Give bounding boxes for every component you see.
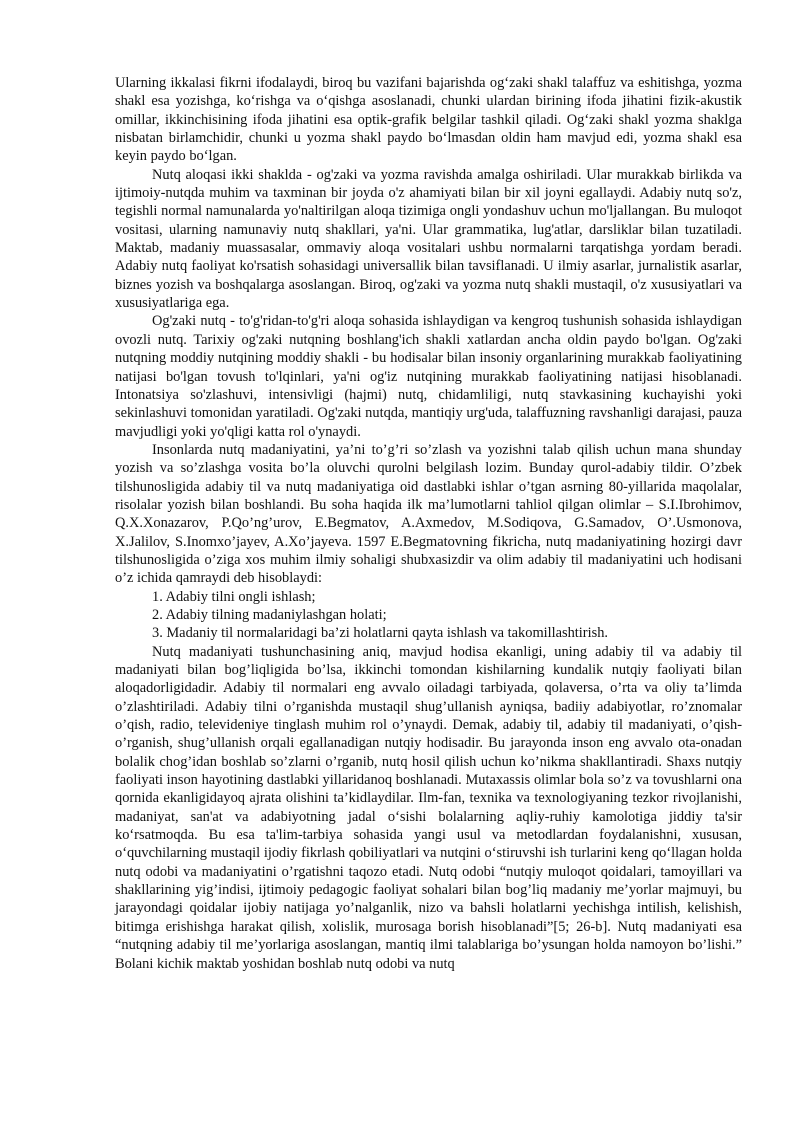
list-item: 3. Madaniy til normalaridagi ba’zi holatlarni qayta ishlash va takomillashtirish. xyxy=(152,625,608,642)
paragraph-speech-culture: Insonlarda nutq madaniyatini, ya’ni to’g’ri so’zlash va yozishni talab qilish uchun mana shunday yozish va so’zlashga vosita bo’la oluvchi qurolni belgilash lozim. Bunday qurol-adabiy tildir. O’zbek tilshunosligida adabiy til va nutq madaniyatiga oid dastlabki ishlar o’tgan asrning 80-yillarida maqolalar, risolalar yozish bilan boshlandi. Bu soha haqida ilk ma’lumotlarni tahliol qilgan olimlar – S.I.Ibrohimov, Q.X.Xonazarov, P.Qo’ng’urov, E.Begmatov, A.Axmedov, M.Sodiqova, G.Samadov, O’.Usmonova, X.Jalilov, S.Inomxo’jayev, A.Xo’jayeva. 1597 E.Begmatovning fikricha, nutq madaniyatining hozirgi davr tilshunosligida o’ziga xos muhim ilmiy sohaligi shubxasizdir va olim adabiy til madaniyatini uch hodisani o’z ichida qamraydi deb hisoblaydi: xyxy=(115,441,742,587)
document-page xyxy=(115,74,742,973)
numbered-list xyxy=(115,588,742,643)
list-item: 2. Adabiy tilning madaniylashgan holati; xyxy=(152,606,387,623)
paragraph-speech-culture-concept: Nutq madaniyati tushunchasining aniq, mavjud hodisa ekanligi, uning adabiy til va adabiy til madaniyati bilan bog’liqligida bo’lsa, ikkinchi tomondan kishilarning kundalik nutqiy faoliyati bilan aloqadorligidadir. Adabiy til normalari eng avvalo oiladagi tarbiyada, qolaversa, o’rta va oliy ta’limda o’zlashtiriladi. Adabiy tilni o’rganishda mustaqil shug’ullanish ayniqsa, badiiy adabiyotlar, ro’znomalar o’qish, radio, televideniye tinglash muhim rol o’ynaydi. Demak, adabiy til, adabiy til madaniyati, o’qish-o’rganish, shug’ullanish orqali egallanadigan nutqiy hodisadir. Bu jarayonda inson eng avvalo ota-onadan bolalik chog’idan boshlab so’zlarni o’rganib, nutq hosil qilish uchun ko’nikma shakllantiradi. Shaxs nutqiy faoliyati inson hayotining dastlabki yillaridanoq boshlanadi. Mutaxassis olimlar bola so’z va tovushlarni ona qornida ekanligidayoq ajrata olishini ta’kidlaydilar. Ilm-fan, texnika va texnologiyaning tezkor rivojlanishi, madaniyat, san'at va adabiyotning jadal o‘sishi bolalarning aqliy-ruhiy kamolotiga jiddiy ta'sir ko‘rsatmoqda. Bu esa ta'lim-tarbiya sohasida yangi usul va metodlardan foydalanishni, xususan, o‘quvchilarning mustaqil ijodiy fikrlash qobiliyatlari va nutqini o‘stiruvshi ish turlarini keng qo‘llagan holda nutq odobi va madaniyatini o’rgatishni taqozo etadi. Nutq odobi “nutqiy muloqot qoidalari, tamoyillari va shakllarining yig’indisi, ijtimoiy pedagogic faoliyat sohalari bilan bog’liq madaniy me’yorlar majmuyi, bu jarayondagi qoidalar ijobiy natijaga yo’nalganlik, nizo va bahsli holatlarni yechishga intilish, kelishish, bitimga erishishga harakat qilish, xolislik, murosaga borish hisoblanadi”[5; 26-b]. Nutq madaniyati esa “nutqning adabiy til me’yorlariga asoslangan, mantiq ilmi talablariga bo’ysungan holda namoyon bo’lishi.” Bolani kichik maktab yoshidan boshlab nutq odobi va nutq xyxy=(115,643,742,972)
paragraph-oral-written-forms: Ularning ikkalasi fikrni ifodalaydi, biroq bu vazifani bajarishda og‘zaki shakl talaffuz va eshitishga, yozma shakl esa yozishga, ko‘rishga va o‘qishga asoslanadi, chunki ulardan birining ifoda jihatini fizik-akustik omillar, ikkinchisining ifoda jihatini esa optik-grafik belgilar tashkil qiladi. Og‘zaki shakl yozma shaklga nisbatan birlamchidir, chunki u yozma shakl paydo bo‘lmasdan oldin ham mavjud edi, yozma shakl esa keyin paydo bo‘lgan. xyxy=(115,75,742,165)
list-item: 1. Adabiy tilni ongli ishlash; xyxy=(152,588,316,605)
paragraph-oral-speech: Og'zaki nutq - to'g'ridan-to'g'ri aloqa sohasida ishlaydigan va kengroq tushunish sohasida ishlaydigan ovozli nutq. Tarixiy og'zaki nutqning boshlang'ich shakli xatlardan ancha oldin paydo bo'lgan. Og'zaki nutqning moddiy nutqining moddiy shakli - bu hodisalar bilan insoniy organlarining murakkab faoliyatining natijasi bo'lgan tovush to'lqinlari, ya'ni og'iz nutqining murakkab faoliyatining natijasi hisoblanadi. Intonatsiya so'zlashuvi, intensivligi (hajmi) nutq, chidamliligi, nutq stavkasining kuchayishi yoki sekinlashuvi tomonidan yaratiladi. Og'zaki nutqda, mantiqiy urg'uda, talaffuzning ravshanligi darajasi, pauza mavjudligi yoki yo'qligi katta rol o'ynaydi. xyxy=(115,313,742,440)
paragraph-speech-communication: Nutq aloqasi ikki shaklda - og'zaki va yozma ravishda amalga oshiriladi. Ular murakkab birlikda va ijtimoiy-nutqda muhim va taxminan bir joyda o'z ahamiyati bilan bir xil joyni egallaydi. Adabiy nutq so'z, tegishli normal namunalarda yo'naltirilgan aloqa tizimiga ongli yondashuv uchun mo'ljallangan. Bu muloqot vositasi, ularning namunaviy nutq shakllari, ya'ni. Ular grammatika, lug'atlar, darsliklar bilan tuzatiladi. Maktab, madaniy muassasalar, ommaviy aloqa vositalari ushbu normalarni tarqatishga yordam beradi. Adabiy nutq faoliyat ko'rsatish sohasidagi universallik bilan tavsiflanadi. U ilmiy asarlar, jurnalistik asarlar, biznes yozish va boshqalarga asoslangan. Biroq, og'zaki va yozma nutq shakli mustaqil, o'z xususiyatlari va xususiyatlariga ega. xyxy=(115,166,742,312)
